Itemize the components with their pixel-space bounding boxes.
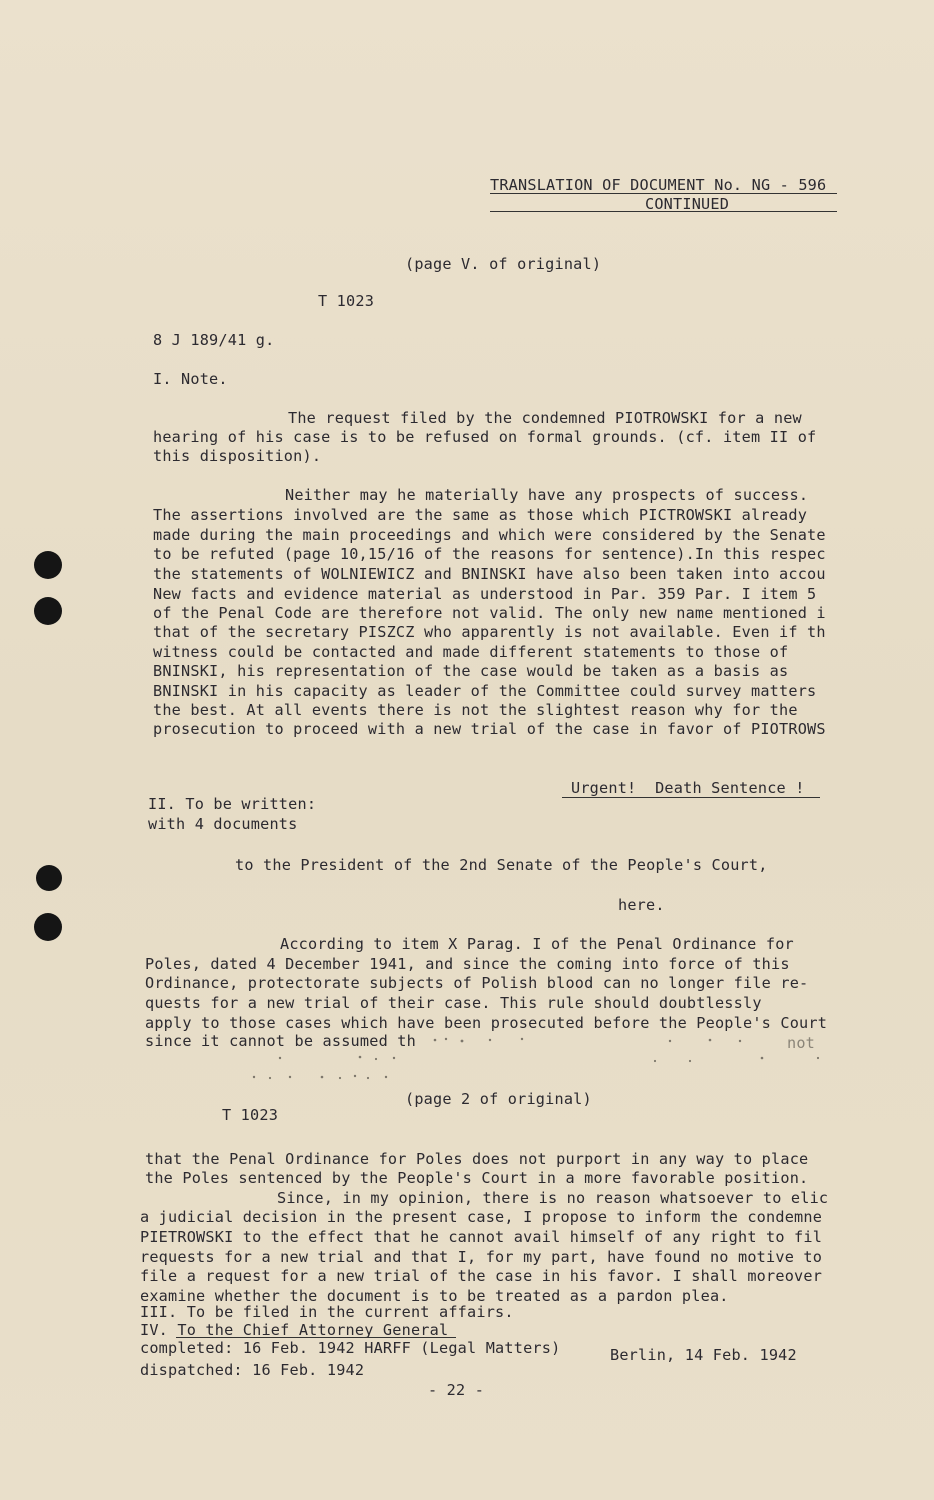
paragraph-line: The assertions involved are the same as those which PICTROWSKI already: [153, 506, 808, 524]
completed-line: completed: 16 Feb. 1942 HARFF (Legal Matters): [140, 1339, 561, 1357]
section-subline: with 4 documents: [148, 815, 298, 833]
file-number: 8 J 189/41 g.: [153, 331, 275, 349]
punch-hole: [34, 597, 62, 625]
paragraph-line: According to item X Parag. I of the Penal Ordinance for: [280, 935, 794, 953]
paragraph-line: Ordinance, protectorate subjects of Polish blood can no longer file re-: [145, 974, 809, 992]
paragraph-line-tail: not: [787, 1034, 816, 1052]
paragraph-line: examine whether the document is to be treated as a pardon plea.: [140, 1287, 729, 1305]
paragraph-line: the best. At all events there is not the slightest reason why for the: [153, 701, 798, 719]
paragraph-line: that the Penal Ordinance for Poles does not purport in any way to place: [145, 1150, 809, 1168]
paragraph-line: since it cannot be assumed th: [145, 1032, 416, 1050]
document-subtitle: CONTINUED: [645, 195, 730, 213]
paragraph-line: prosecution to proceed with a new trial of the case in favor of PIOTROWS: [153, 720, 826, 738]
paragraph-line: Since, in my opinion, there is no reason whatsoever to elic: [277, 1189, 829, 1207]
paragraph-line: made during the main proceedings and which were considered by the Senate: [153, 526, 826, 544]
paragraph-line: to be refuted (page 10,15/16 of the reasons for sentence).In this respec: [153, 545, 826, 563]
document-title: TRANSLATION OF DOCUMENT No. NG - 596: [490, 176, 827, 194]
addressee: to the President of the 2nd Senate of the People's Court,: [235, 856, 768, 874]
smudged-text: [150, 1030, 840, 1085]
paragraph-line: apply to those cases which have been prosecuted before the People's Court: [145, 1014, 828, 1032]
paragraph-line: this disposition).: [153, 447, 322, 465]
page-reference: (page 2 of original): [405, 1090, 592, 1108]
section-heading: IV. To the Chief Attorney General: [140, 1321, 449, 1339]
paragraph-line: a judicial decision in the present case, I propose to inform the condemne: [140, 1208, 823, 1226]
paragraph-line: the statements of WOLNIEWICZ and BNINSKI have also been taken into accou: [153, 565, 826, 583]
reference-number: T 1023: [222, 1106, 279, 1124]
paragraph-line: that of the secretary PISZCZ who apparently is not available. Even if th: [153, 623, 826, 641]
reference-number: T 1023: [318, 292, 375, 310]
paragraph-line: BNINSKI in his capacity as leader of the Committee could survey matters: [153, 682, 817, 700]
punch-hole: [36, 865, 62, 891]
paragraph-line: The request filed by the condemned PIOTROWSKI for a new: [288, 409, 802, 427]
punch-hole: [34, 551, 62, 579]
paragraph-line: Poles, dated 4 December 1941, and since the coming into force of this: [145, 955, 790, 973]
paragraph-line: quests for a new trial of their case. This rule should doubtlessly: [145, 994, 762, 1012]
paragraph-line: of the Penal Code are therefore not valid. The only new name mentioned i: [153, 604, 826, 622]
paragraph-line: hearing of his case is to be refused on formal grounds. (cf. item II of: [153, 428, 817, 446]
section-heading: II. To be written:: [148, 795, 317, 813]
paragraph-line: BNINSKI, his representation of the case would be taken as a basis as: [153, 662, 789, 680]
paragraph-line: requests for a new trial and that I, for my part, have found no motive to: [140, 1248, 823, 1266]
section-heading: I. Note.: [153, 370, 228, 388]
urgent-notice: Urgent! Death Sentence !: [571, 779, 805, 797]
dispatched-line: dispatched: 16 Feb. 1942: [140, 1361, 365, 1379]
page-number: - 22 -: [428, 1381, 485, 1399]
title-rule: [490, 193, 837, 194]
page-reference: (page V. of original): [405, 255, 602, 273]
place-date: Berlin, 14 Feb. 1942: [610, 1346, 797, 1364]
paragraph-line: PIETROWSKI to the effect that he cannot avail himself of any right to fil: [140, 1228, 823, 1246]
paragraph-line: file a request for a new trial of the case in his favor. I shall moreover: [140, 1267, 823, 1285]
paragraph-line: witness could be contacted and made different statements to those of: [153, 643, 789, 661]
addressee-here: here.: [618, 896, 665, 914]
paragraph-line: the Poles sentenced by the People's Court in a more favorable position.: [145, 1169, 809, 1187]
section-rule: [176, 1337, 456, 1338]
urgent-rule: [562, 797, 820, 798]
subtitle-rule: [490, 211, 837, 212]
section-heading: III. To be filed in the current affairs.: [140, 1303, 514, 1321]
paragraph-line: New facts and evidence material as understood in Par. 359 Par. I item 5: [153, 585, 817, 603]
punch-hole: [34, 913, 62, 941]
paragraph-line: Neither may he materially have any prospects of success.: [285, 486, 809, 504]
